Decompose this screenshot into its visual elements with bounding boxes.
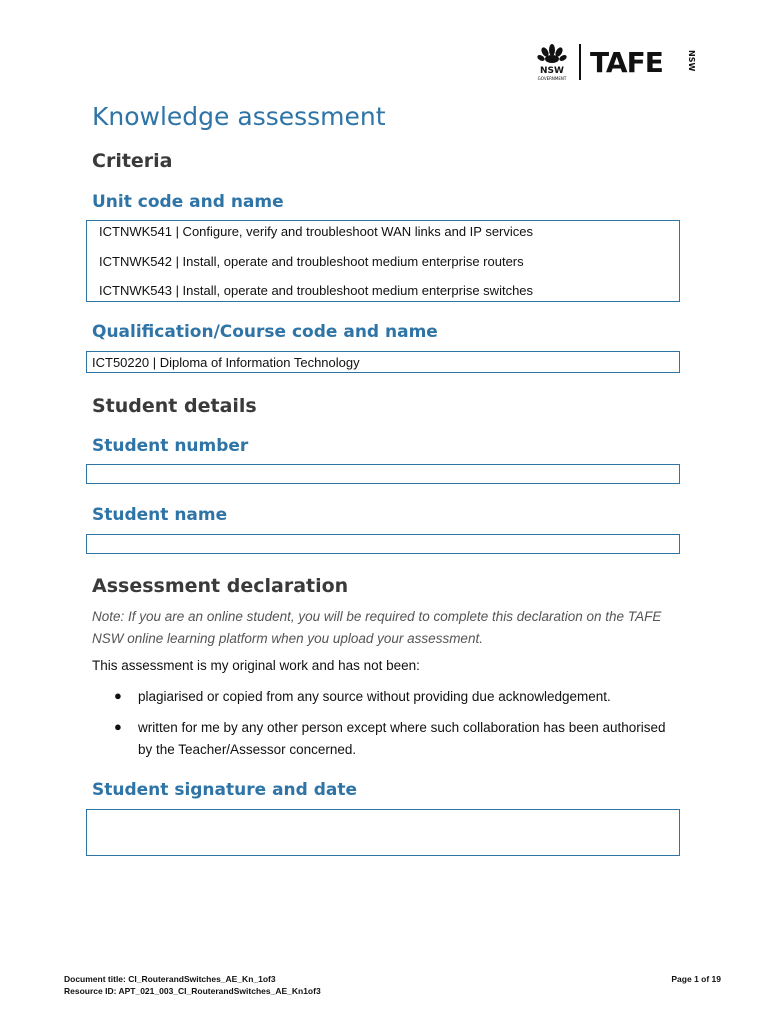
unit-item: ICTNWK543 | Install, operate and troubleshoot medium enterprise switches (99, 283, 534, 298)
declaration-bullet: plagiarised or copied from any source without providing due acknowledgement. (138, 689, 611, 704)
nsw-government-text: GOVERNMENT (537, 76, 567, 81)
header-logos (532, 40, 702, 82)
bullet-icon: ● (114, 719, 122, 734)
unit-code-heading: Unit code and name (92, 192, 284, 212)
student-details-heading: Student details (92, 395, 257, 417)
tafe-logo-sub: NSW (687, 50, 696, 72)
qualification-heading: Qualification/Course code and name (92, 322, 438, 342)
footer-page-number: Page 1 of 19 (671, 974, 721, 984)
declaration-heading: Assessment declaration (92, 575, 349, 597)
unit-item: ICTNWK542 | Install, operate and troubleshoot medium enterprise routers (99, 254, 524, 269)
student-name-field[interactable] (86, 534, 680, 554)
criteria-heading: Criteria (92, 150, 173, 172)
qualification-box (86, 351, 680, 373)
declaration-intro: This assessment is my original work and has not been: (92, 658, 420, 673)
unit-item: ICTNWK541 | Configure, verify and troubleshoot WAN links and IP services (99, 224, 534, 239)
student-name-label: Student name (92, 505, 228, 525)
student-number-label: Student number (92, 436, 249, 456)
qualification-value: ICT50220 | Diploma of Information Technology (92, 355, 360, 370)
student-number-field[interactable] (86, 464, 680, 484)
logo-divider (579, 44, 581, 80)
footer-resource-id: Resource ID: APT_021_003_CI_RouterandSwitches_AE_Kn1of3 (64, 986, 321, 996)
unit-code-box (86, 220, 680, 302)
declaration-note: Note: If you are an online student, you will be required to complete this declaration on the TAFE NSW online learning platform when you upload your assessment. (92, 609, 662, 646)
bullet-icon: ● (114, 688, 122, 703)
nsw-logo-text: NSW (540, 66, 564, 76)
declaration-bullet: written for me by any other person except where such collaboration has been authorised by the Teacher/Assessor concerned. (138, 720, 666, 757)
tafe-logo-text: TAFE (590, 46, 663, 79)
footer-document-title: Document title: CI_RouterandSwitches_AE_Kn_1of3 (64, 974, 276, 984)
signature-heading: Student signature and date (92, 780, 358, 800)
nsw-waratah-logo-icon (532, 40, 572, 82)
page-title: Knowledge assessment (92, 102, 386, 131)
signature-field[interactable] (86, 809, 680, 856)
